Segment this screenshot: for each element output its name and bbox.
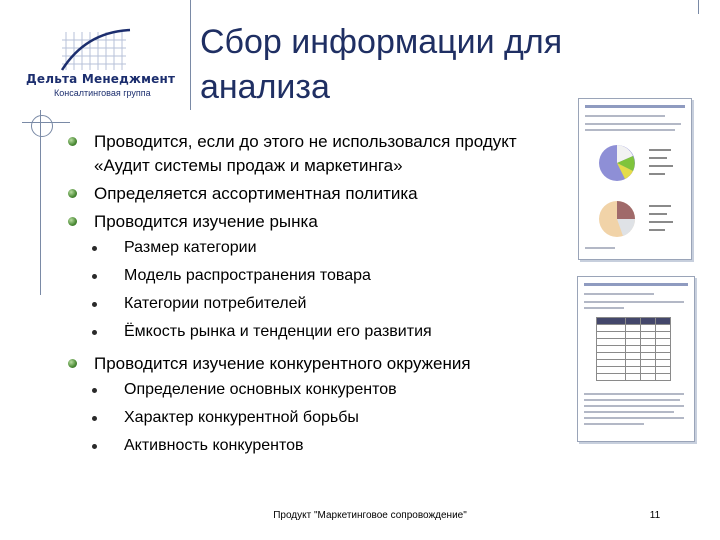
sub-bullet-dot-icon — [92, 302, 97, 307]
slide-title: Сбор информации для анализа — [200, 23, 563, 106]
doc-title-bar — [584, 283, 688, 286]
sub-bullet-text: Ёмкость рынка и тенденции его развития — [124, 323, 432, 340]
bullet-dot-icon — [68, 189, 77, 198]
sub-bullet-item — [66, 234, 556, 262]
document-thumbnail-table — [577, 276, 695, 442]
sub-bullet-text: Категории потребителей — [124, 295, 307, 312]
page-number: 11 — [649, 510, 661, 521]
sub-bullet-dot-icon — [92, 416, 97, 421]
doc-text-line — [584, 307, 624, 309]
doc-text-line — [585, 123, 681, 125]
sub-bullet-item — [66, 376, 556, 404]
sub-bullet-text: Активность конкурентов — [124, 437, 304, 454]
doc-text-line — [584, 393, 684, 395]
sub-bullet-dot-icon — [92, 246, 97, 251]
doc-pie-chart-icon — [593, 197, 683, 241]
bullet-list — [66, 130, 556, 460]
sub-bullet-text: Размер категории — [124, 239, 257, 256]
doc-text-line — [584, 423, 644, 425]
doc-text-line — [584, 301, 684, 303]
sub-bullet-item — [66, 318, 556, 346]
sub-bullet-text: Определение основных конкурентов — [124, 381, 397, 398]
bullet-dot-icon — [68, 217, 77, 226]
document-thumbnail-charts — [578, 98, 692, 260]
logo-subtitle: Консалтинговая группа — [54, 88, 151, 98]
doc-text-line — [585, 115, 665, 117]
doc-text-line — [584, 293, 654, 295]
doc-text-line — [585, 247, 615, 249]
slide-footer: Продукт "Маркетинговое сопровождение" — [273, 510, 467, 521]
sub-bullet-text: Характер конкурентной борьбы — [124, 409, 359, 426]
frame-right-line — [698, 0, 699, 14]
sub-bullet-dot-icon — [92, 330, 97, 335]
bullet-item — [66, 130, 556, 178]
logo-name: Дельта Менеджмент — [26, 72, 176, 86]
doc-pie-chart-icon — [593, 141, 683, 185]
bullet-dot-icon — [68, 137, 77, 146]
frame-left-line — [40, 110, 41, 295]
bullet-item — [66, 210, 556, 234]
doc-title-bar — [585, 105, 685, 108]
sub-bullet-item — [66, 404, 556, 432]
sub-bullet-item — [66, 262, 556, 290]
doc-text-line — [584, 411, 674, 413]
bullet-item — [66, 352, 556, 376]
sub-bullet-item — [66, 290, 556, 318]
sub-bullet-dot-icon — [92, 388, 97, 393]
sub-bullet-dot-icon — [92, 444, 97, 449]
crosshair-ornament — [31, 115, 53, 137]
doc-text-line — [584, 417, 684, 419]
bullet-dot-icon — [68, 359, 77, 368]
doc-text-line — [585, 129, 675, 131]
sub-bullet-item — [66, 432, 556, 460]
bullet-text: Проводится изучение рынка — [94, 212, 318, 231]
bullet-item — [66, 182, 556, 206]
bullet-text: Проводится, если до этого не использовался продукт «Аудит системы продаж и маркетинга» — [94, 132, 517, 175]
bullet-text: Определяется ассортиментная политика — [94, 184, 418, 203]
doc-text-line — [584, 405, 684, 407]
doc-text-line — [584, 399, 680, 401]
sub-bullet-text: Модель распространения товара — [124, 267, 371, 284]
frame-divider-line — [190, 0, 191, 110]
doc-table — [596, 317, 671, 381]
sub-bullet-dot-icon — [92, 274, 97, 279]
bullet-text: Проводится изучение конкурентного окружения — [94, 354, 471, 373]
